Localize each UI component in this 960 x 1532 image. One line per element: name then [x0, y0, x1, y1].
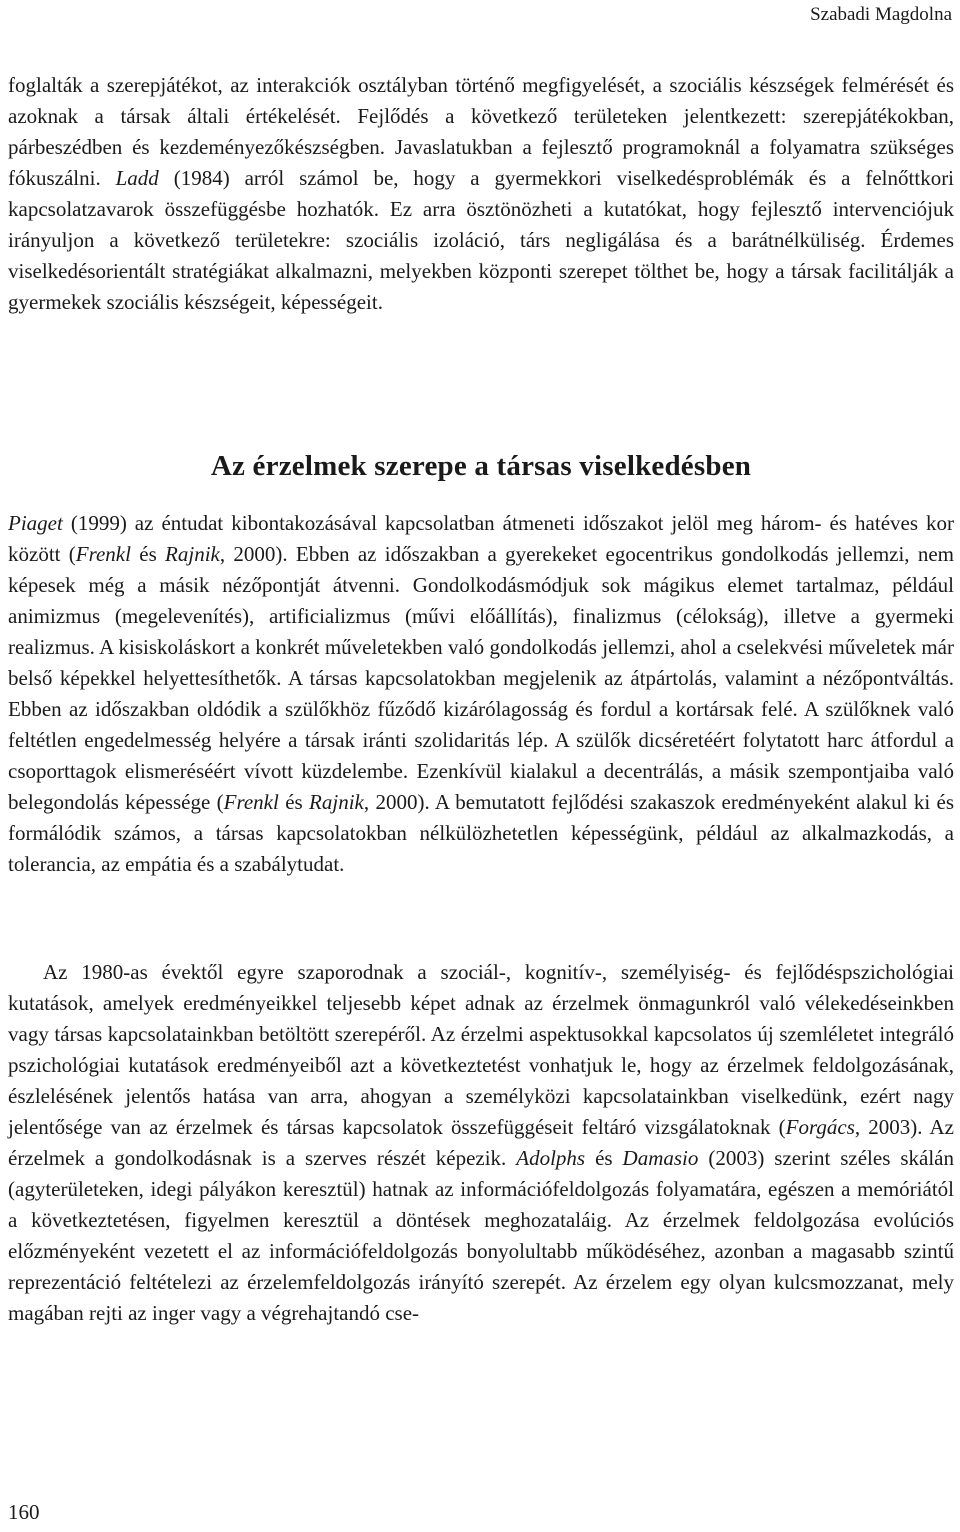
- conjunction: és: [139, 542, 157, 566]
- citation-author-adolphs: Adolphs: [516, 1146, 586, 1170]
- citation-author-rajnik: Rajnik: [309, 790, 364, 814]
- citation-author-rajnik: Rajnik: [165, 542, 220, 566]
- paragraph-3-text-a: Az 1980-as évektől egyre szaporodnak a szociál-, kognitív-, személyiség- és fejlődéspszichológiai kutatások, amelyek eredményeikkel teljesebb képet adnak az érzelmek önmagunkról való vélekedéseinkben vagy társas kapcsolatainkban betöltött szerepéről. Az érzelmi aspektusokkal kapcsolatos új szemléletet integráló pszichológiai kutatások eredményeiből azt a következtetést vonhatjuk le, hogy az érzelmek feldolgozásának, észlelésének jelentős hatása van arra, ahogyan a személyközi kapcsolatainkban viselkedünk, ezért nagy jelentősége van az érzelmek és társas kapcsolatok összefüggéseit feltáró vizsgálatoknak (: [8, 960, 954, 1139]
- paragraph-3-text-b: , 2003). Az érzelmek a gondolkodásnak is a szerves részét képezik.: [8, 1115, 954, 1170]
- paragraph-1-text-a: foglalták a szerepjátékot, az interakciók osztályban történő megfigyelését, a szociális készségek felmérését és azoknak a társak általi értékelését. Fejlődés a következő területeken jelentkezett: szerepjátékokban, párbeszédben és kezdeményezőkészségben. Javaslatukban a fejlesztő programoknál a folyamatra szükséges fókuszálni.: [8, 73, 954, 190]
- citation-author-frenkl: Frenkl: [223, 790, 279, 814]
- paragraph-3-text-c: (2003) szerint széles skálán (agyterületeken, idegi pályákon keresztül) hatnak az információfeldolgozás folyamatára, egészen a memóriától a következtetésen, figyelmen keresztül a döntések meghozataláig. Az érzelmek feldolgozása evolúciós előzményeként vezetett el az információfeldolgozás bonyolultabb működéséhez, azonban a magasabb szintű reprezentáció feltételezi az érzelemfeldolgozás irányító szerepét. Az érzelem egy olyan kulcsmozzanat, mely magában rejti az inger vagy a végrehajtandó cse-: [8, 1146, 955, 1325]
- conjunction: és: [595, 1146, 613, 1170]
- conjunction: és: [285, 790, 303, 814]
- running-header: Szabadi Magdolna: [810, 4, 952, 25]
- paragraph-2: [8, 508, 954, 880]
- page-number: 160: [8, 1500, 40, 1524]
- citation-author-damasio: Damasio: [622, 1146, 699, 1170]
- paragraph-2-text-a: (1999) az éntudat kibontakozásával kapcsolatban átmeneti időszakot jelöl meg három- és hatéves kor között (: [8, 511, 955, 566]
- paragraph-1-text-b: (1984) arról számol be, hogy a gyermekkori viselkedésproblémák és a felnőttkori kapcsolatzavarok összefüggésbe hozhatók. Ez arra ösztönözheti a kutatókat, hogy fejlesztő intervenciójuk irányuljon a következő területekre: szociális izoláció, társ negligálása és a barátnélküliség. Érdemes viselkedésorientált stratégiákat alkalmazni, melyekben központi szerepet tölthet be, hogy a társak facilitálják a gyermekek szociális készségeit, képességeit.: [8, 166, 955, 314]
- citation-author-piaget: Piaget: [8, 511, 63, 535]
- citation-author-ladd: Ladd: [115, 166, 159, 190]
- section-heading: Az érzelmek szerepe a társas viselkedésben: [210, 450, 752, 483]
- citation-author-forgacs: Forgács: [785, 1115, 855, 1139]
- paragraph-2-text-c: , 2000). A bemutatott fejlődési szakaszok eredményeként alakul ki és formálódik számos, a társas kapcsolatokban nélkülözhetetlen képességünk, például az alkalmazkodás, a tolerancia, az empátia és a szabálytudat.: [8, 790, 955, 876]
- paragraph-1: [8, 70, 954, 318]
- citation-author-frenkl: Frenkl: [75, 542, 131, 566]
- paragraph-2-text-b: , 2000). Ebben az időszakban a gyerekeket egocentrikus gondolkodás jellemzi, nem képesek még a másik nézőpontját átvenni. Gondolkodásmódjuk sok mágikus elemet tartalmaz, például animizmus (megelevenítés), artificializmus (művi előállítás), finalizmus (célokság), illetve a gyermeki realizmus. A kisiskoláskort a konkrét műveletekben való gondolkodás jellemzi, ahol a cselekvési műveletek már belső képekkel helyettesíthetők. A társas kapcsolatokban megjelenik az átpártolás, valamint a nézőpontváltás. Ebben az időszakban oldódik a szülőkhöz fűződő kizárólagosság és fordul a kortársak felé. A szülőknek való feltétlen engedelmesség helyére a társak iránti szolidaritás lép. A szülők dicséretéért folytatott harc átfordul a csoporttagok elismeréséért vívott küzdelembe. Ezenkívül kialakul a decentrálás, a másik szempontjaiba való belegondolás képessége (: [8, 542, 954, 814]
- paragraph-3: [8, 957, 954, 1329]
